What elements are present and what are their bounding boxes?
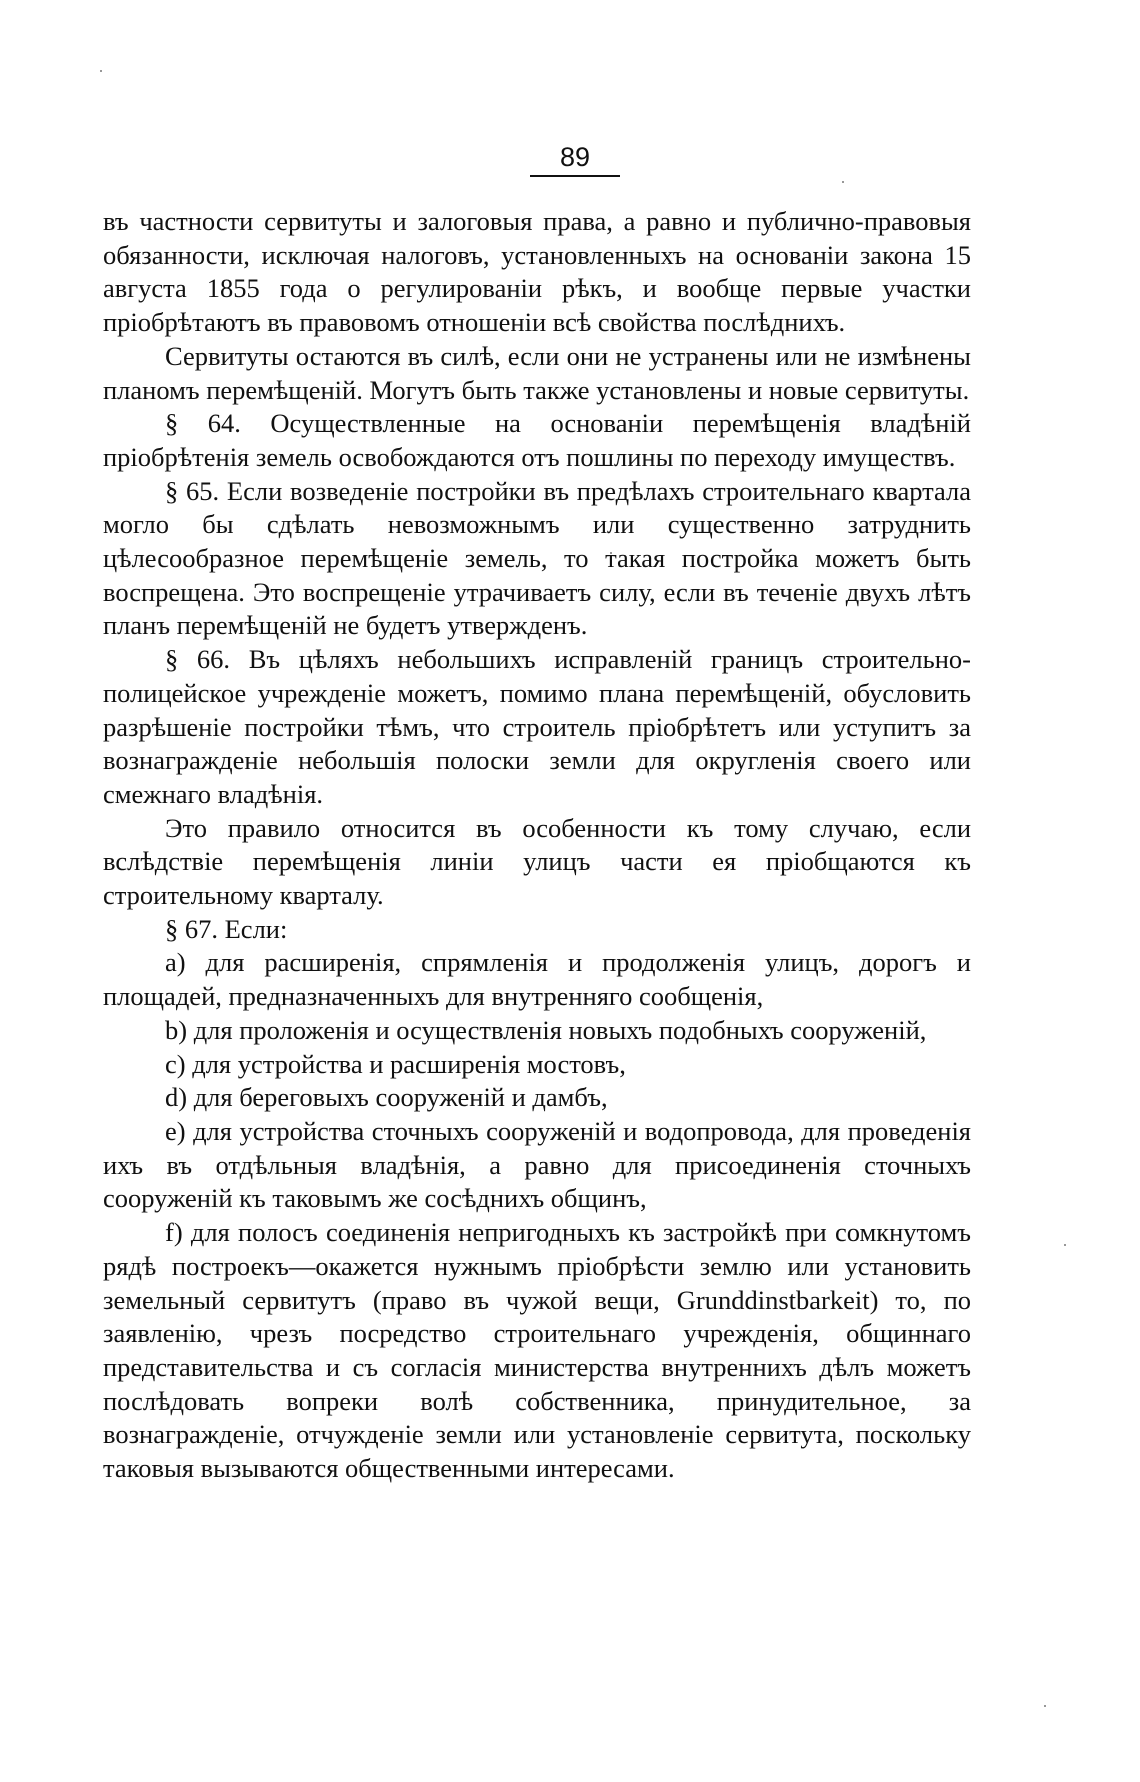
paragraph-section-64: § 64. Осуществленные на основанiи перемѣщенiя владѣнiй прiобрѣтенiя земель освобождаются отъ пошлины по переходу имуществъ. [103, 408, 971, 472]
paper-speck [100, 70, 102, 72]
page-header [0, 142, 1140, 177]
paragraph-servitudes: Сервитуты остаются въ силѣ, если они не устранены или не измѣнены планомъ перемѣщенiй. Могутъ быть также установлены и новые сервитуты. [103, 340, 971, 405]
paragraph-section-67: § 67. Если: [165, 913, 288, 944]
paragraph-rule-note: Это правило относится въ особенности къ тому случаю, если вслѣдствiе перемѣщенiя линiи улицъ части ея прiобщаются къ строительному кварталу. [103, 812, 971, 911]
list-item-d: d) для береговыхъ сооруженiй и дамбъ, [165, 1082, 608, 1113]
body-text [103, 205, 971, 1486]
list-item-e: e) для устройства сточныхъ сооруженiй и водопровода, для проведенiя ихъ въ отдѣльныя владѣнiя, а равно для присоединенiя сточныхъ сооруженiй къ таковымъ же сосѣднихъ общинъ, [103, 1115, 971, 1214]
paper-speck [1064, 1244, 1066, 1246]
list-item-c: c) для устройства и расширенiя мостовъ, [165, 1048, 626, 1079]
list-item-b: b) для проложенiя и осуществленiя новыхъ подобныхъ сооруженiй, [165, 1014, 927, 1045]
paragraph-section-66: § 66. Въ цѣляхъ небольшихъ исправленiй границъ строительно-полицейское учрежденiе можетъ, помимо плана перемѣщенiй, обусловить разрѣшенiе постройки тѣмъ, что строитель прiобрѣтетъ или уступитъ за вознагражденiе небольшiя полоски земли для округленiя своего или смежнаго владѣнiя. [103, 644, 971, 809]
paper-speck [1044, 1705, 1046, 1707]
paragraph-continuation: въ частности сервитуты и залоговыя права, а равно и публично-правовыя обязанности, исключая налоговъ, установленныхъ на основанiи закона 15 августа 1855 года о регулированiи рѣкъ, и вообще первые участки прiобрѣтаютъ въ правовомъ отношенiи всѣ свойства послѣднихъ. [103, 206, 971, 338]
list-item-f: f) для полосъ соединенiя непригодныхъ къ застройкѣ при сомкнутомъ рядѣ построекъ—окажется нужнымъ прiобрѣсти землю или установить земельный сервитутъ (право въ чужой вещи, Grunddinstbarkeit) то, по заявленiю, чрезъ посредство строительнаго учрежденiя, общиннаго представительства и съ согласiя министерства внутреннихъ дѣлъ можетъ послѣдовать вопреки волѣ собственника, принудительное, за вознагражденiе, отчужденiе земли или установленiе сервитута, поскольку таковыя вызываются общественными интересами. [103, 1217, 971, 1484]
page-number: 89 [530, 142, 620, 177]
paragraph-section-65: § 65. Если возведенiе постройки въ предѣлахъ строительнаго квартала могло бы сдѣлать невозможнымъ или существенно затруднить цѣлесообразное перемѣщенiе земель, то такая постройка можетъ быть воспрещена. Это воспрещенiе утрачиваетъ силу, если въ теченiе двухъ лѣтъ планъ перемѣщенiй не будетъ утвержденъ. [103, 475, 971, 641]
paper-speck [842, 181, 844, 183]
list-item-a: a) для расширенiя, спрямленiя и продолженiя улицъ, дорогъ и площадей, предназначенныхъ для внутренняго сообщенiя, [103, 947, 971, 1012]
